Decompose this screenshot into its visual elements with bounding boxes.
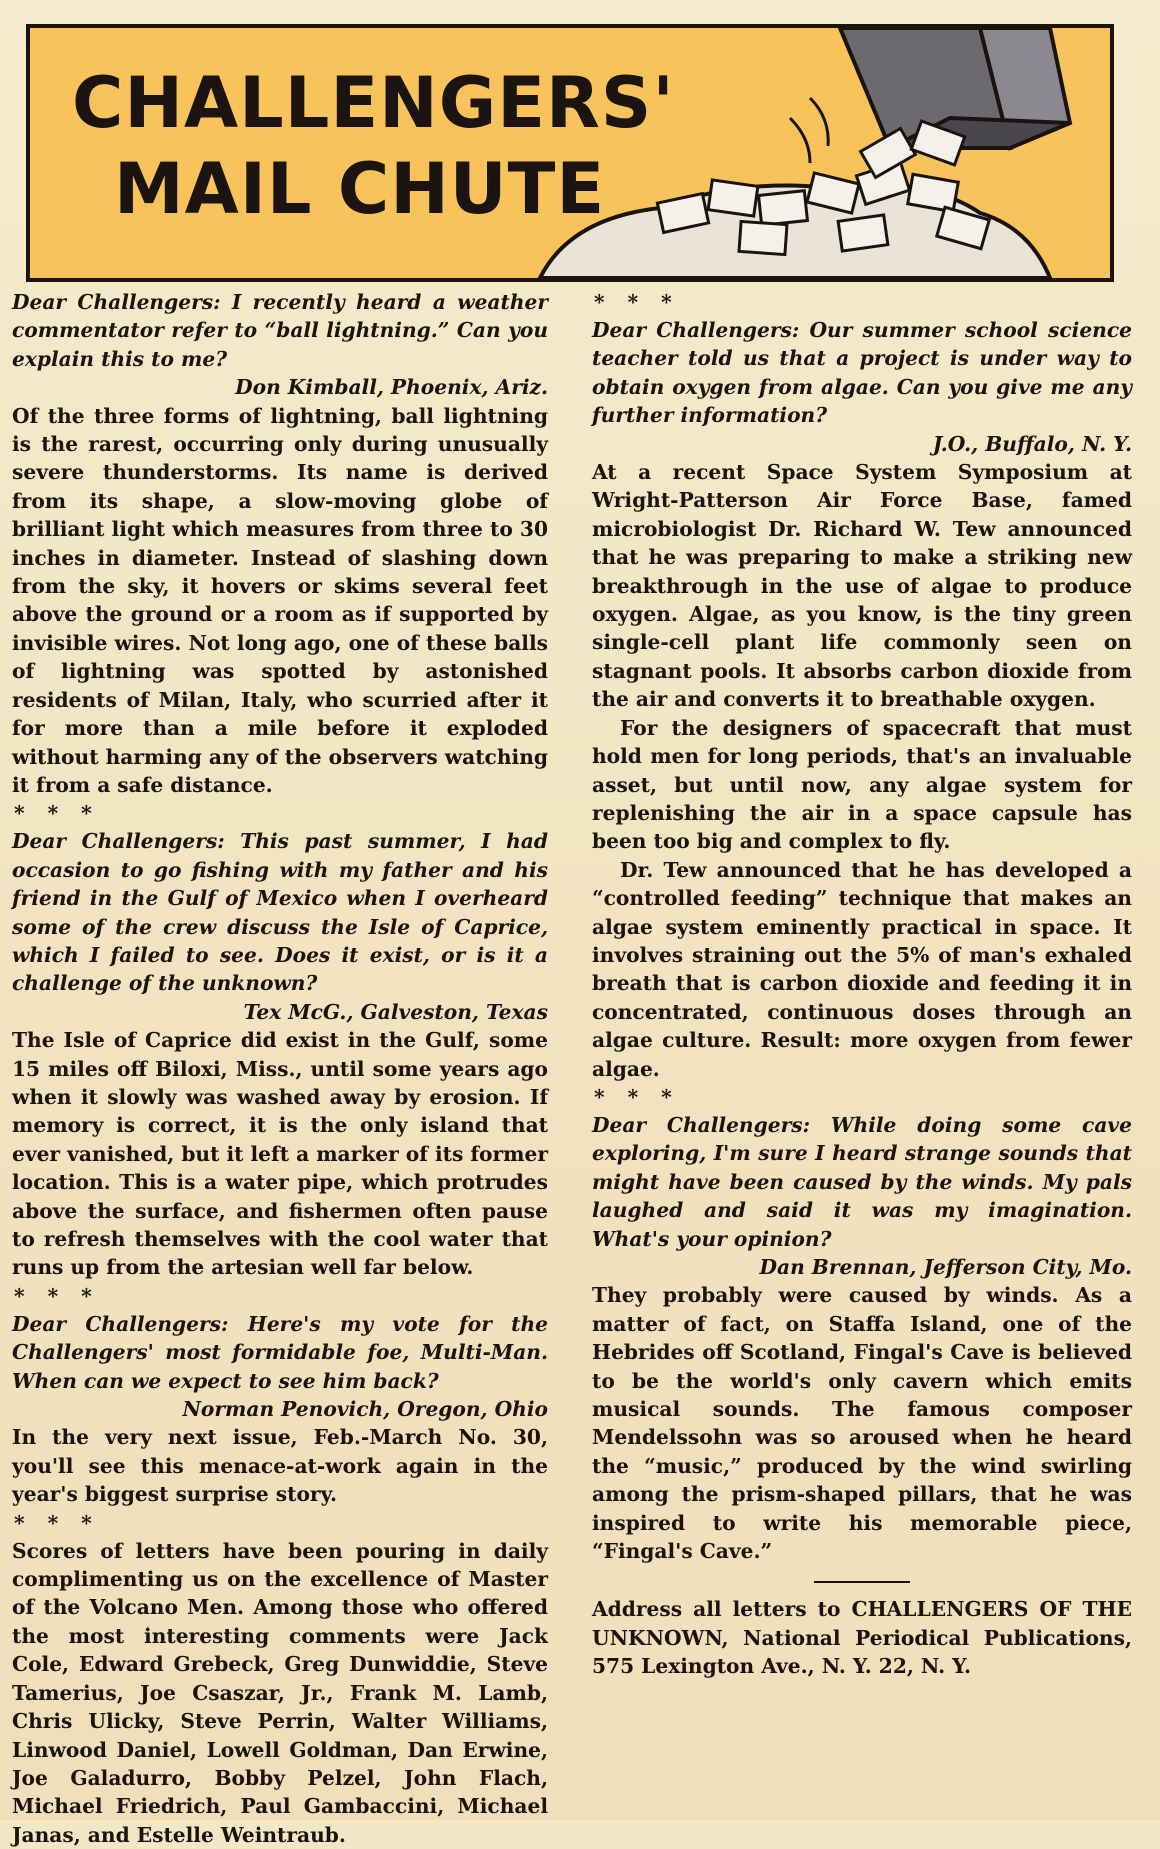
header-banner <box>26 24 1114 282</box>
envelope <box>908 174 959 212</box>
letter-question: Dear Challengers: I recently heard a weather commentator refer to “ball lightning.” Can you explain this to me? <box>12 290 548 371</box>
right-column <box>592 288 1132 1681</box>
letter-answer: Dr. Tew announced that he has developed a “controlled feeding” technique that makes an algae system eminently practical in space. It involves straining out the 5% of man's exhaled breath that is carbon dioxide and feeding it in concentrated, continuous doses through an algae culture. Result: more oxygen from fewer algae. <box>592 857 1132 1081</box>
letter-question: Dear Challengers: Our summer school science teacher told us that a project is under way to obtain oxygen from algae. Can you give me any further information? <box>592 318 1132 428</box>
separator: * * * <box>14 1510 100 1535</box>
envelope <box>838 215 888 251</box>
letter-answer: For the designers of spacecraft that must hold men for long periods, that's an invaluable asset, but until now, any algae system for replenishing the air in a space capsule has been too big and complex to fly. <box>592 715 1132 854</box>
envelope <box>708 180 758 216</box>
letter-signature: Norman Penovich, Oregon, Ohio <box>182 1397 548 1422</box>
letter-question: Dear Challengers: While doing some cave exploring, I'm sure I heard strange sounds that might have been caused by the winds. My pals laughed and said it was my imagination. What's your opinion? <box>592 1112 1132 1251</box>
title-line-2: MAIL CHUTE <box>114 148 606 230</box>
volcano-men-answer: Scores of letters have been pouring in daily complimenting us on the excellence of Master of the Volcano Men. Among those who offered the most interesting comments were Jack Cole, Edward Grebeck, Greg Dunwiddie, Steve Tamerius, Joe Csaszar, Jr., Frank M. Lamb, Chris Ulicky, Steve Perrin, Walter Williams, Linwood Daniel, Lowell Goldman, Dan Erwine, Joe Galadurro, Bobby Pelzel, John Flach, Michael Friedrich, Paul Gambaccini, Michael Janas, and Estelle Weintraub. <box>12 1538 548 1847</box>
left-column <box>12 288 548 1849</box>
separator: * * * <box>14 1283 100 1308</box>
letter-answer: They probably were caused by winds. As a matter of fact, on Staffa Island, one of the Hebrides off Scotland, Fingal's Cave is believed to be the world's only cavern which emits musical sounds. The famous composer Mendelssohn was so aroused when he heard the “music,” produced by the wind swirling among the prism-shaped pillars, that he was inspired to write his memorable piece, “Fingal's Cave.” <box>592 1283 1132 1564</box>
mailing-address: Address all letters to CHALLENGERS OF THE UNKNOWN, National Periodical Publications, 575 Lexington Ave., N. Y. 22, N. Y. <box>592 1597 1132 1679</box>
motion-line <box>790 118 810 163</box>
letter-answer: In the very next issue, Feb.-March No. 30, you'll see this menace-at-work again in the year's biggest surprise story. <box>12 1425 548 1507</box>
separator: * * * <box>594 1084 680 1109</box>
letter-answer: Of the three forms of lightning, ball lightning is the rarest, occurring only during unusually severe thunderstorms. Its name is derived from its shape, a slow-moving globe of brilliant light which measures from three to 30 inches in diameter. Instead of slashing down from the sky, it hovers or skims several feet above the ground or a room as if supported by invisible wires. Not long ago, one of these balls of lightning was spotted by astonished residents of Milan, Italy, who scurried after it for more than a mile before it exploded without harming any of the observers watching it from a safe distance. <box>12 403 548 797</box>
letter-question: Dear Challengers: Here's my vote for the Challengers' most formidable foe, Multi-Man. When can we expect to see him back? <box>12 1311 548 1393</box>
envelope <box>739 221 787 254</box>
envelope <box>759 191 808 226</box>
letter-signature: Dan Brennan, Jefferson City, Mo. <box>759 1255 1132 1279</box>
letter-signature: J.O., Buffalo, N. Y. <box>932 431 1132 456</box>
letter-answer: At a recent Space System Symposium at Wright-Patterson Air Force Base, famed microbiologist Dr. Richard W. Tew announced that he was preparing to make a striking new breakthrough in the use of algae to produce oxygen. Algae, as you know, is the tiny green single-cell plant life commonly seen on stagnant pools. It absorbs carbon dioxide from the air and converts it to breathable oxygen. <box>592 460 1132 712</box>
motion-line <box>810 98 828 146</box>
separator: * * * <box>14 801 100 826</box>
letter-question: Dear Challengers: This past summer, I had occasion to go fishing with my father and his friend in the Gulf of Mexico when I overheard some of the crew discuss the Isle of Caprice, which I failed to see. Does it exist, or is it a challenge of the unknown? <box>12 829 548 996</box>
separator: * * * <box>594 290 680 314</box>
title-line-1: CHALLENGERS' <box>72 62 675 144</box>
divider <box>814 1581 910 1583</box>
letter-signature: Don Kimball, Phoenix, Ariz. <box>235 375 548 400</box>
motion-lines <box>790 98 828 163</box>
letter-answer: The Isle of Caprice did exist in the Gulf, some 15 miles off Biloxi, Miss., until some years ago when it slowly was washed away by erosion. If memory is correct, it is the only island that ever vanished, but it left a marker of its former location. This is a water pipe, which protrudes above the surface, and fishermen often pause to refresh themselves with the cool water that runs up from the artesian well far below. <box>12 1028 548 1280</box>
mail-chute-illustration <box>510 28 1110 278</box>
letter-signature: Tex McG., Galveston, Texas <box>243 999 548 1024</box>
